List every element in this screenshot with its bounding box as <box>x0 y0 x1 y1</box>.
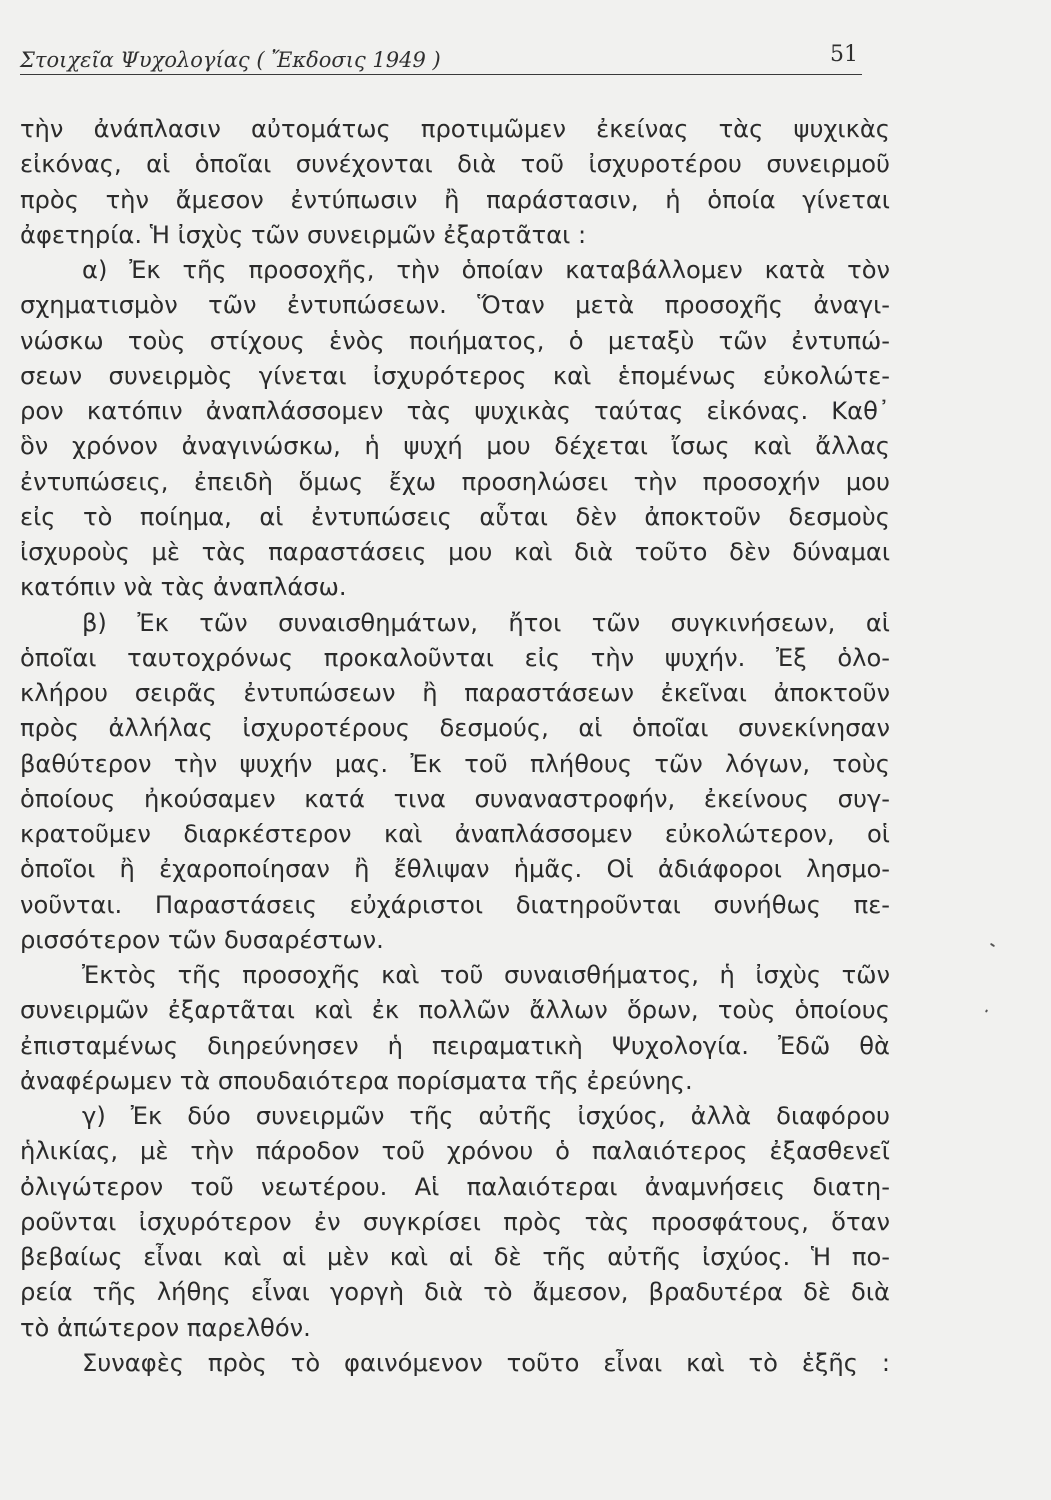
text-line: ἐπισταμένως διηρεύνησεν ἡ πειραματικὴ Ψυχολογία. Ἐδῶ θὰ <box>20 1031 890 1060</box>
text-line: Συναφὲς πρὸς τὸ φαινόμενον τοῦτο εἶναι καὶ τὸ ἑξῆς : <box>82 1348 890 1377</box>
text-line: ρεία τῆς λήθης εἶναι γοργὴ διὰ τὸ ἄμεσον, βραδυτέρα δὲ διὰ <box>20 1278 890 1307</box>
text-line: τὸ ἀπώτερον παρελθόν. <box>20 1313 311 1342</box>
text-line: κρατοῦμεν διαρκέστερον καὶ ἀναπλάσσομεν εὐκολώτερον, οἱ <box>20 820 890 848</box>
text-line: ὁποῖοι ἢ ἐχαροποίησαν ἢ ἔθλιψαν ἡμᾶς. Οἱ ἀδιάφοροι λησμο- <box>20 855 890 884</box>
text-line: νώσκω τοὺς στίχους ἑνὸς ποιήματος, ὁ μεταξὺ τῶν ἐντυπώ- <box>20 326 890 355</box>
scan-speck <box>985 1009 988 1013</box>
scan-speck <box>990 943 995 948</box>
text-line: ρισσότερον τῶν δυσαρέστων. <box>20 925 384 954</box>
text-line: ἀναφέρωμεν τὰ σπουδαιότερα πορίσματα τῆς ἐρεύνης. <box>20 1066 693 1095</box>
text-line: κλήρου σειρᾶς ἐντυπώσεων ἢ παραστάσεων ἐκεῖναι ἀποκτοῦν <box>20 679 890 707</box>
text-line: βαθύτερον τὴν ψυχήν μας. Ἐκ τοῦ πλήθους τῶν λόγων, τοὺς <box>20 749 890 778</box>
text-line: ρον κατόπιν ἀναπλάσσομεν τὰς ψυχικὰς ταύτας εἰκόνας. Καθ᾽ <box>20 397 890 425</box>
text-line: ὃν χρόνον ἀναγινώσκω, ἡ ψυχή μου δέχεται ἴσως καὶ ἄλλας <box>20 432 890 461</box>
body-text <box>20 112 890 1381</box>
text-line: πρὸς τὴν ἄμεσον ἐντύπωσιν ἢ παράστασιν, ἡ ὁποία γίνεται <box>20 185 890 214</box>
text-line: ἐντυπώσεις, ἐπειδὴ ὅμως ἔχω προσηλώσει τὴν προσοχήν μου <box>20 467 890 496</box>
text-line: εἰκόνας, αἱ ὁποῖαι συνέχονται διὰ τοῦ ἰσχυροτέρου συνειρμοῦ <box>20 150 890 179</box>
text-line: ὁποῖαι ταυτοχρόνως προκαλοῦνται εἰς τὴν ψυχήν. Ἐξ ὁλο- <box>20 643 890 672</box>
text-line: ἀφετηρία. Ἡ ἰσχὺς τῶν συνειρμῶν ἐξαρτᾶται : <box>20 220 587 249</box>
text-line: ροῦνται ἰσχυρότερον ἐν συγκρίσει πρὸς τὰς προσφάτους, ὅταν <box>20 1207 890 1236</box>
text-line: σεων συνειρμὸς γίνεται ἰσχυρότερος καὶ ἑπομένως εὐκολώτε- <box>20 361 890 390</box>
text-line: συνειρμῶν ἐξαρτᾶται καὶ ἐκ πολλῶν ἄλλων ὅρων, τοὺς ὁποίους <box>20 996 890 1025</box>
text-line: β) Ἐκ τῶν συναισθημάτων, ἤτοι τῶν συγκινήσεων, αἱ <box>82 608 890 637</box>
text-line: νοῦνται. Παραστάσεις εὐχάριστοι διατηροῦνται συνήθως πε- <box>20 890 890 919</box>
text-line: εἰς τὸ ποίημα, αἱ ἐντυπώσεις αὗται δὲν ἀποκτοῦν δεσμοὺς <box>20 502 890 531</box>
text-line: τὴν ἀνάπλασιν αὐτομάτως προτιμῶμεν ἐκείνας τὰς ψυχικὰς <box>20 115 890 143</box>
text-line: Ἐκτὸς τῆς προσοχῆς καὶ τοῦ συναισθήματος, ἡ ἰσχὺς τῶν <box>82 961 890 989</box>
page-number: 51 <box>830 42 858 67</box>
text-line: πρὸς ἀλλήλας ἰσχυροτέρους δεσμούς, αἱ ὁποῖαι συνεκίνησαν <box>20 714 890 743</box>
text-line: ὀλιγώτερον τοῦ νεωτέρου. Αἱ παλαιότεραι ἀναμνήσεις διατη- <box>20 1172 890 1201</box>
running-title: Στοιχεῖα Ψυχολογίας ( Ἔκδοσις 1949 ) <box>20 48 441 72</box>
running-header <box>20 44 862 75</box>
text-line: α) Ἐκ τῆς προσοχῆς, τὴν ὁποίαν καταβάλλομεν κατὰ τὸν <box>82 256 890 284</box>
text-line: βεβαίως εἶναι καὶ αἱ μὲν καὶ αἱ δὲ τῆς αὐτῆς ἰσχύος. Ἡ πο- <box>20 1243 890 1271</box>
text-line: ἡλικίας, μὲ τὴν πάροδον τοῦ χρόνου ὁ παλαιότερος ἐξασθενεῖ <box>20 1137 890 1166</box>
text-line: κατόπιν νὰ τὰς ἀναπλάσω. <box>20 573 347 602</box>
text-line: σχηματισμὸν τῶν ἐντυπώσεων. Ὅταν μετὰ προσοχῆς ἀναγι- <box>20 291 890 320</box>
text-line: ἰσχυροὺς μὲ τὰς παραστάσεις μου καὶ διὰ τοῦτο δὲν δύναμαι <box>20 538 890 566</box>
text-line: γ) Ἐκ δύο συνειρμῶν τῆς αὐτῆς ἰσχύος, ἀλλὰ διαφόρου <box>82 1102 890 1130</box>
text-line: ὁποίους ἠκούσαμεν κατά τινα συναναστροφήν, ἐκείνους συγ- <box>20 784 890 813</box>
